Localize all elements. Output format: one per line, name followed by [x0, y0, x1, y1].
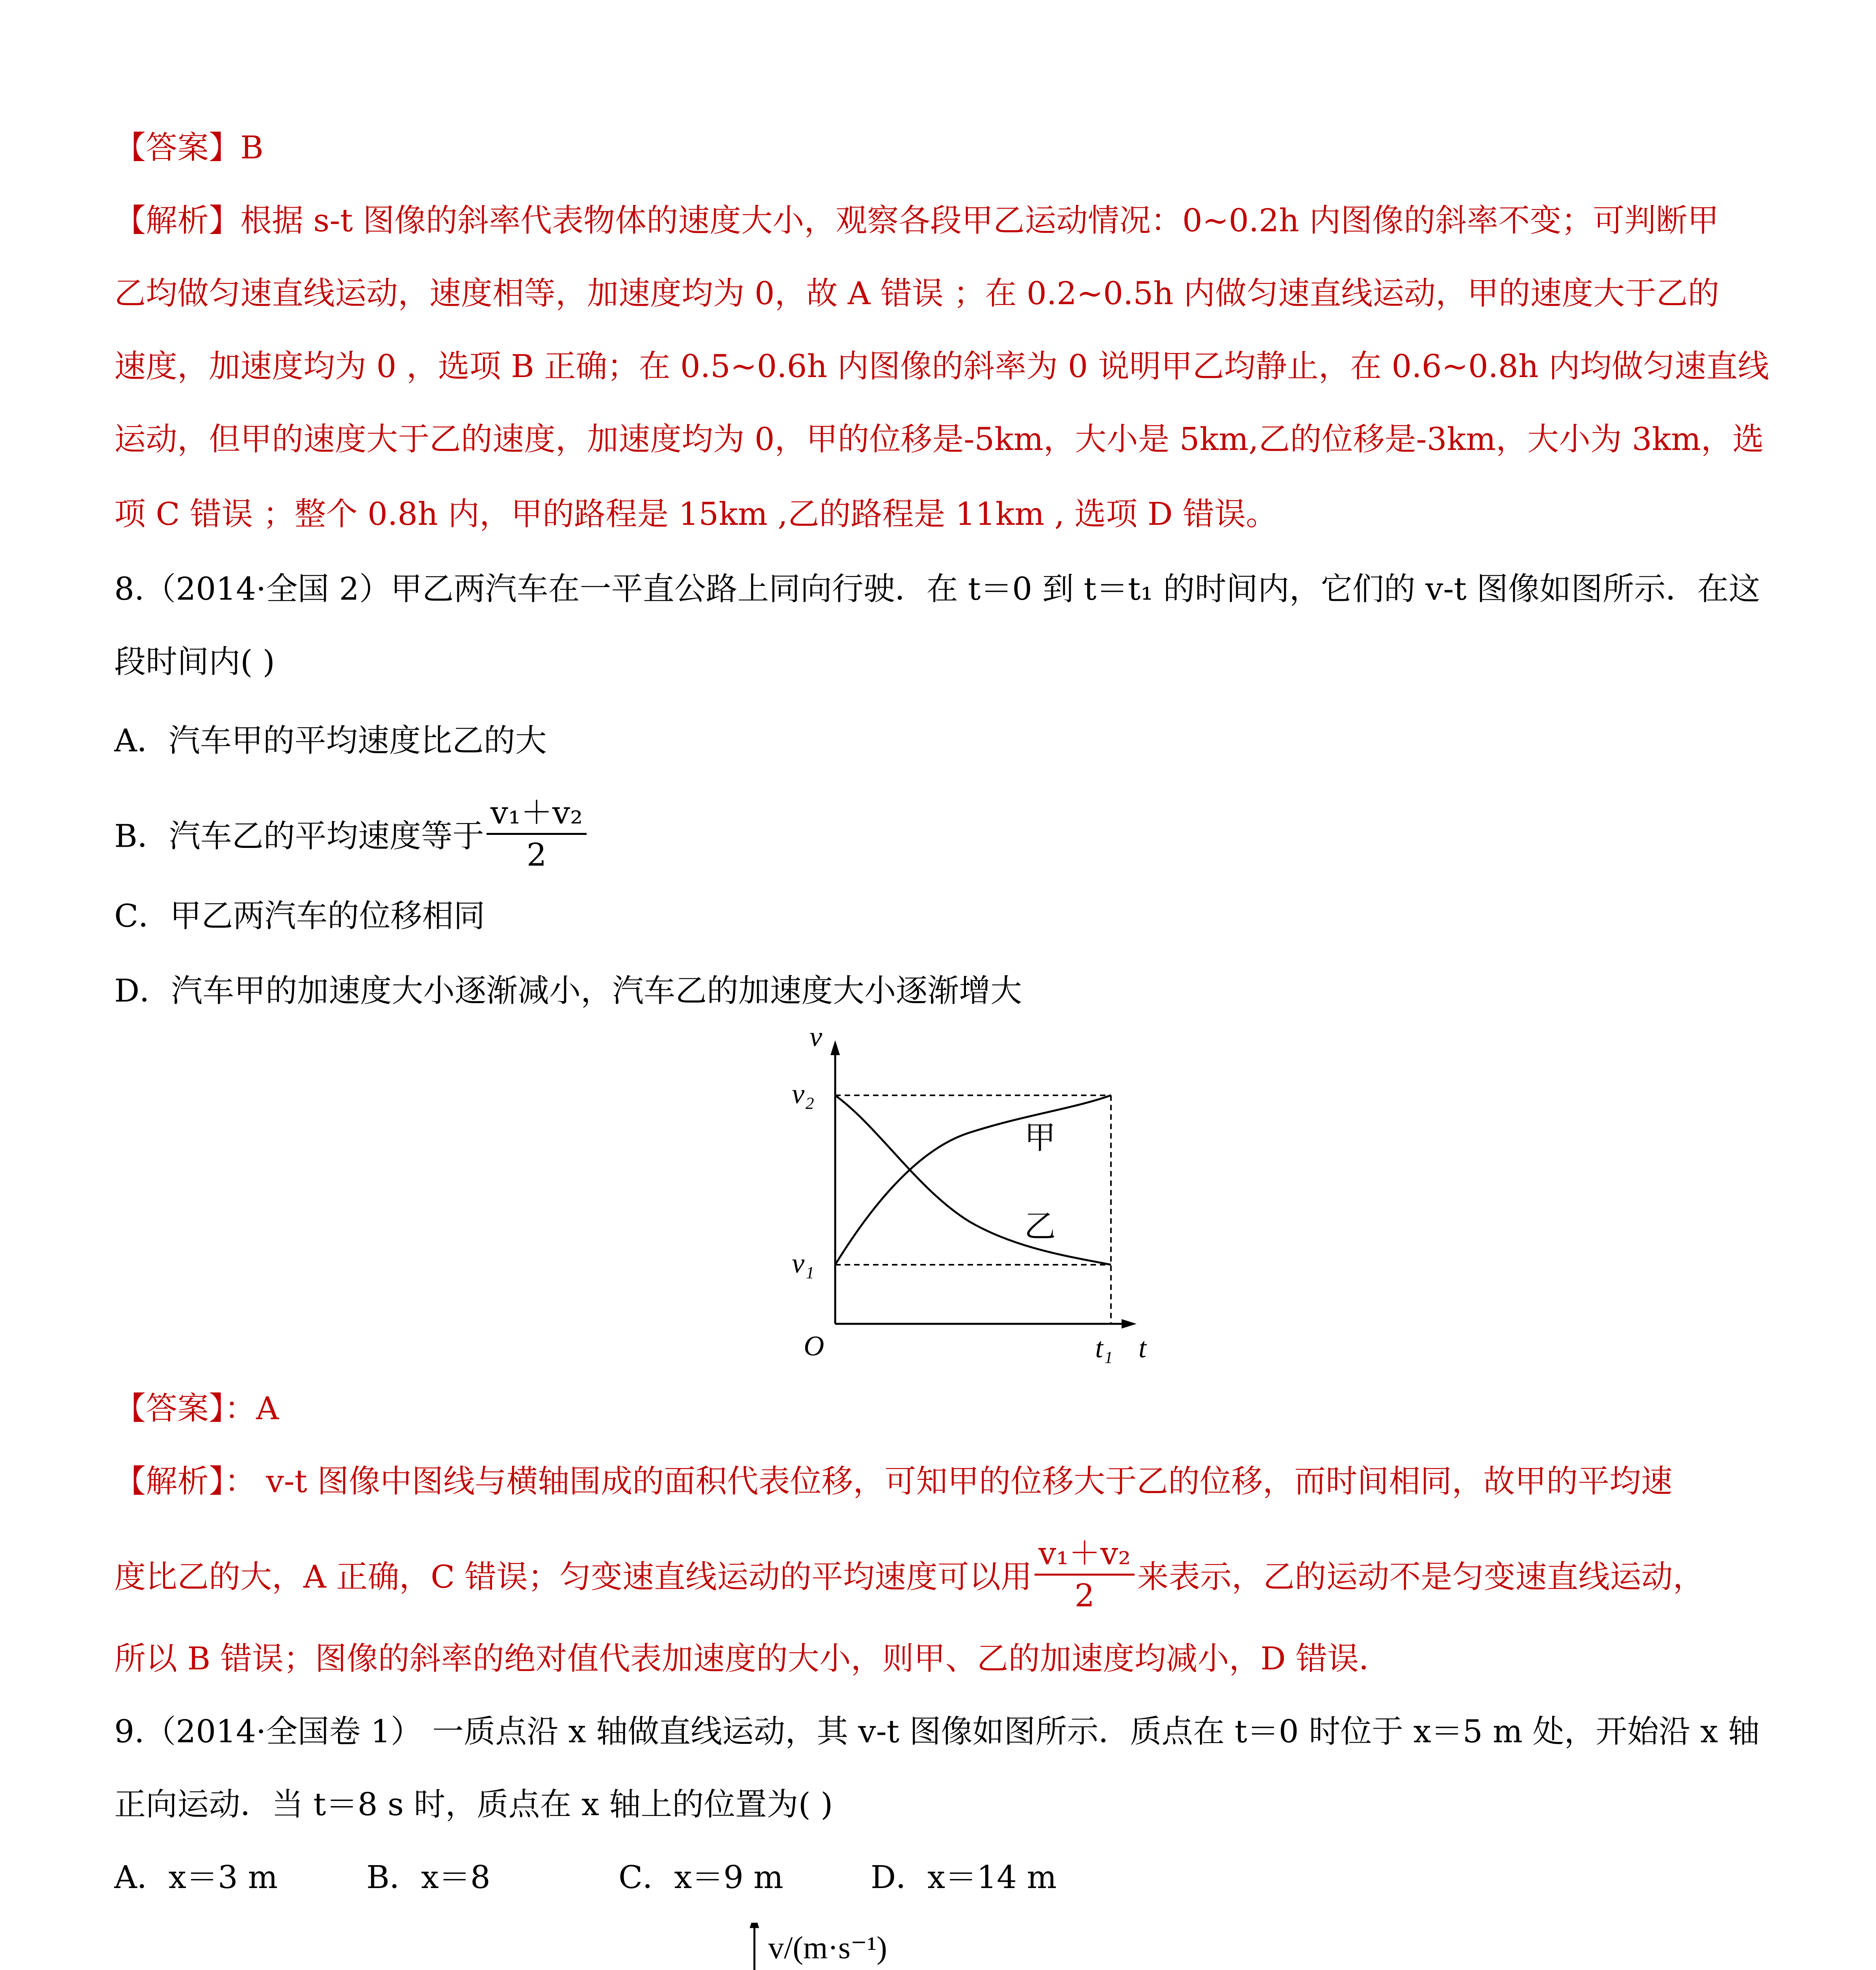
t-axis-label: t — [1139, 1332, 1147, 1364]
analysis-7-line-4: 运动，但甲的速度大于乙的速度，加速度均为 0，甲的位移是-5km，大小是 5km,乙的位移是-3km，大小为 3km，选 — [114, 421, 1764, 457]
question-9-line-2: 正向运动．当 t＝8 s 时，质点在 x 轴上的位置为( ) — [114, 1786, 833, 1823]
question-8-option-c: C．甲乙两汽车的位移相同 — [114, 898, 485, 934]
analysis-8-line-1 — [114, 1460, 1762, 1503]
question-8-line-1: 8.（2014·全国 2）甲乙两汽车在一平直公路上同向行驶．在 t＝0 到 t＝t₁ 的时间内，它们的 v-t 图像如图所示．在这 — [114, 571, 1761, 607]
fraction — [487, 795, 587, 873]
analysis-7-line-5: 项 C 错误 ；整个 0.8h 内，甲的路程是 15km ,乙的路程是 11km , 选项 D 错误。 — [114, 496, 1278, 532]
analysis-8-line-2 — [114, 1535, 1762, 1618]
analysis-label: 【解析】 — [114, 202, 240, 239]
question-8-line-2: 段时间内( ) — [114, 643, 275, 680]
t1-label: t₁ — [1095, 1332, 1113, 1364]
origin-label: O — [804, 1330, 824, 1362]
question-8-option-d: D．汽车甲的加速度大小逐渐减小，汽车乙的加速度大小逐渐增大 — [114, 972, 1022, 1009]
fraction-denominator: 2 — [526, 836, 547, 873]
jia-curve — [835, 1095, 1111, 1265]
analysis-7-line-1 — [114, 199, 1762, 242]
v2-label: v₂ — [792, 1078, 814, 1110]
fraction — [1035, 1536, 1135, 1613]
option-c: C．x＝9 m — [619, 1859, 784, 1896]
analysis-label: 【解析】 — [114, 1463, 225, 1500]
y-axis-label: v — [810, 1024, 822, 1052]
q8-vt-graph — [749, 1024, 1182, 1379]
answer-8 — [114, 1387, 1762, 1430]
yi-label: 乙 — [1024, 1210, 1056, 1244]
answer-value: ：A — [225, 1390, 279, 1427]
fraction-numerator: v₁＋v₂ — [487, 795, 587, 835]
v1-label: v₁ — [792, 1247, 814, 1279]
analysis-text: 度比乙的大，A 正确，C 错误；匀变速直线运动的平均速度可以用 — [114, 1558, 1032, 1595]
question-9-options — [114, 1856, 1762, 1899]
option-b: B．x＝8 — [366, 1859, 490, 1896]
option-a: A．x＝3 m — [114, 1859, 278, 1896]
y-axis-arrow — [830, 1040, 840, 1055]
q9-vt-chart — [689, 1923, 1261, 1970]
jia-label: 甲 — [1024, 1121, 1056, 1156]
option-d: D．x＝14 m — [871, 1859, 1057, 1896]
yi-curve — [835, 1095, 1111, 1265]
y-axis-arrow — [750, 1923, 759, 1928]
question-9-line-1: 9.（2014·全国卷 1） 一质点沿 x 轴做直线运动，其 v-t 图像如图所示．质点在 t＝0 时位于 x＝5 m 处，开始沿 x 轴 — [114, 1713, 1760, 1750]
fraction-numerator: v₁＋v₂ — [1035, 1536, 1135, 1576]
analysis-7-line-3: 速度，加速度均为 0 ，选项 B 正确；在 0.5~0.6h 内图像的斜率为 0 说明甲乙均静止，在 0.6~0.8h 内均做匀速直线 — [114, 348, 1769, 385]
analysis-text: 来表示，乙的运动不是匀变速直线运动， — [1137, 1558, 1705, 1595]
analysis-7-line-2: 乙均做匀速直线运动，速度相等，加速度均为 0，故 A 错误 ；在 0.2~0.5h 内做匀速直线运动，甲的速度大于乙的 — [114, 275, 1720, 312]
answer-value: B — [240, 129, 264, 166]
fraction-denominator: 2 — [1074, 1577, 1095, 1614]
analysis-8-line-3: 所以 B 错误；图像的斜率的绝对值代表加速度的大小，则甲、乙的加速度均减小，D 错误． — [114, 1640, 1391, 1677]
option-b-text: B．汽车乙的平均速度等于 — [114, 818, 484, 855]
x-axis-arrow — [1122, 1319, 1137, 1329]
question-8-option-a: A．汽车甲的平均速度比乙的大 — [114, 722, 547, 759]
answer-label: 【答案】 — [114, 1390, 225, 1427]
question-8-option-b — [114, 794, 1762, 877]
answer-label: 【答案】 — [114, 129, 240, 166]
analysis-text: 根据 s-t 图像的斜率代表物体的速度大小，观察各段甲乙运动情况：0~0.2h 内图像的斜率不变；可判断甲 — [240, 202, 1719, 239]
y-axis-label: v/(m·s⁻¹) — [768, 1931, 887, 1965]
analysis-text: ： v-t 图像中图线与横轴围成的面积代表位移，可知甲的位移大于乙的位移，而时间相同，故甲的平均速 — [225, 1463, 1673, 1500]
answer-7 — [114, 126, 1762, 169]
